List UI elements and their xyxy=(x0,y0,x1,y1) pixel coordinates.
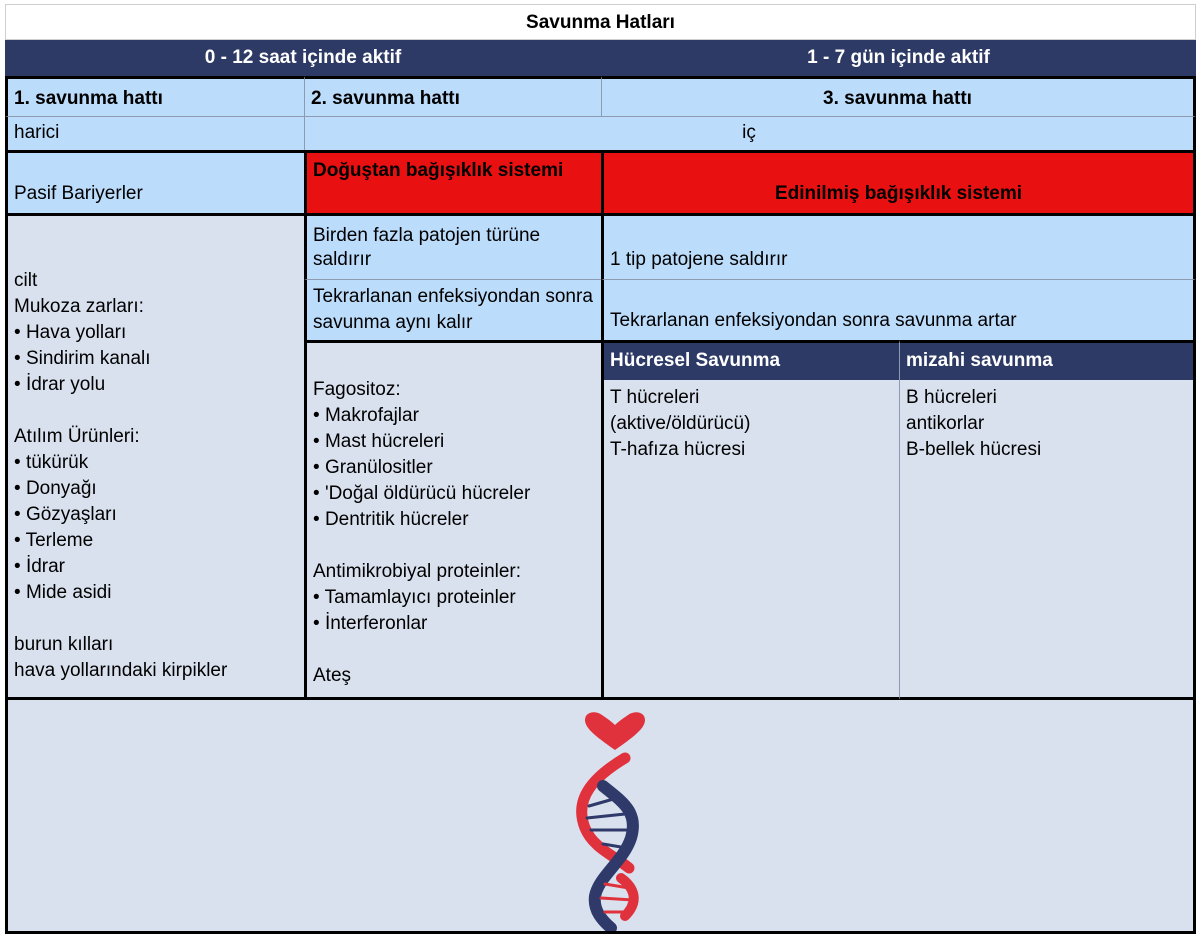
mucosa-item: • Sindirim kanalı xyxy=(14,348,151,369)
secretion-item: • Donyağı xyxy=(14,478,97,499)
phagocyte-item: • Dentritik hücreler xyxy=(313,509,469,530)
phagocyte-item: • 'Doğal öldürücü hücreler xyxy=(313,483,531,504)
table-title: Savunma Hatları xyxy=(5,4,1196,40)
skin-item: cilt xyxy=(14,270,38,291)
header-1-7-days: 1 - 7 gün içinde aktif xyxy=(601,40,1196,76)
humoral-defense-list xyxy=(899,380,1196,700)
cellular-item: T hücreleri xyxy=(610,387,700,408)
innate-components xyxy=(304,340,601,700)
cellular-item: T-hafıza hücresi xyxy=(610,439,746,460)
cellular-defense-header: Hücresel Savunma xyxy=(601,340,899,380)
secretion-item: • tükürük xyxy=(14,452,89,473)
external-label: harici xyxy=(5,116,304,150)
passive-barriers-label: Pasif Bariyerler xyxy=(5,150,304,213)
protein-item: • İnterferonlar xyxy=(313,613,428,634)
secretion-item: • Mide asidi xyxy=(14,582,112,603)
proteins-title: Antimikrobiyal proteinler: xyxy=(313,561,522,582)
second-line-label: 2. savunma hattı xyxy=(304,76,601,116)
protein-item: • Tamamlayıcı proteinler xyxy=(313,587,516,608)
header-0-12-hours: 0 - 12 saat içinde aktif xyxy=(5,40,601,76)
humoral-defense-header: mizahi savunma xyxy=(899,340,1196,380)
third-line-label: 3. savunma hattı xyxy=(601,76,1196,116)
mucosa-item: • Hava yolları xyxy=(14,322,127,343)
cilia-item: hava yollarındaki kirpikler xyxy=(14,660,228,681)
innate-targets-text: Birden fazla patojen türüne saldırır xyxy=(304,213,601,279)
cellular-item: (aktive/öldürücü) xyxy=(610,413,751,434)
cellular-defense-list xyxy=(601,380,899,700)
secretion-item: • Gözyaşları xyxy=(14,504,117,525)
heart-icon xyxy=(585,712,645,750)
secretions-title: Atılım Ürünleri: xyxy=(14,426,140,447)
phagocytosis-title: Fagositoz: xyxy=(313,379,401,400)
innate-immunity-label: Doğuştan bağışıklık sistemi xyxy=(304,150,601,213)
humoral-item: antikorlar xyxy=(906,413,985,434)
barrier-list xyxy=(5,213,304,700)
phagocyte-item: • Makrofajlar xyxy=(313,405,419,426)
phagocyte-item: • Granülositler xyxy=(313,457,433,478)
innate-memory-text: Tekrarlanan enfeksiyondan sonra savunma aynı kalır xyxy=(304,279,601,340)
humoral-item: B hücreleri xyxy=(906,387,997,408)
mucosa-title: Mukoza zarları: xyxy=(14,296,144,317)
fever-item: Ateş xyxy=(313,665,352,686)
heart-dna-icon xyxy=(555,706,675,931)
nose-hair-item: burun kılları xyxy=(14,634,114,655)
humoral-item: B-bellek hücresi xyxy=(906,439,1042,460)
acquired-memory-text: Tekrarlanan enfeksiyondan sonra savunma artar xyxy=(601,279,1196,340)
mucosa-item: • İdrar yolu xyxy=(14,374,106,395)
acquired-targets-text: 1 tip patojene saldırır xyxy=(601,213,1196,279)
phagocyte-item: • Mast hücreleri xyxy=(313,431,445,452)
internal-label: iç xyxy=(304,116,1196,150)
secretion-item: • Terleme xyxy=(14,530,94,551)
secretion-item: • İdrar xyxy=(14,556,66,577)
acquired-immunity-label: Edinilmiş bağışıklık sistemi xyxy=(601,150,1196,213)
first-line-label: 1. savunma hattı xyxy=(5,76,304,116)
dna-red-lower xyxy=(621,878,634,916)
